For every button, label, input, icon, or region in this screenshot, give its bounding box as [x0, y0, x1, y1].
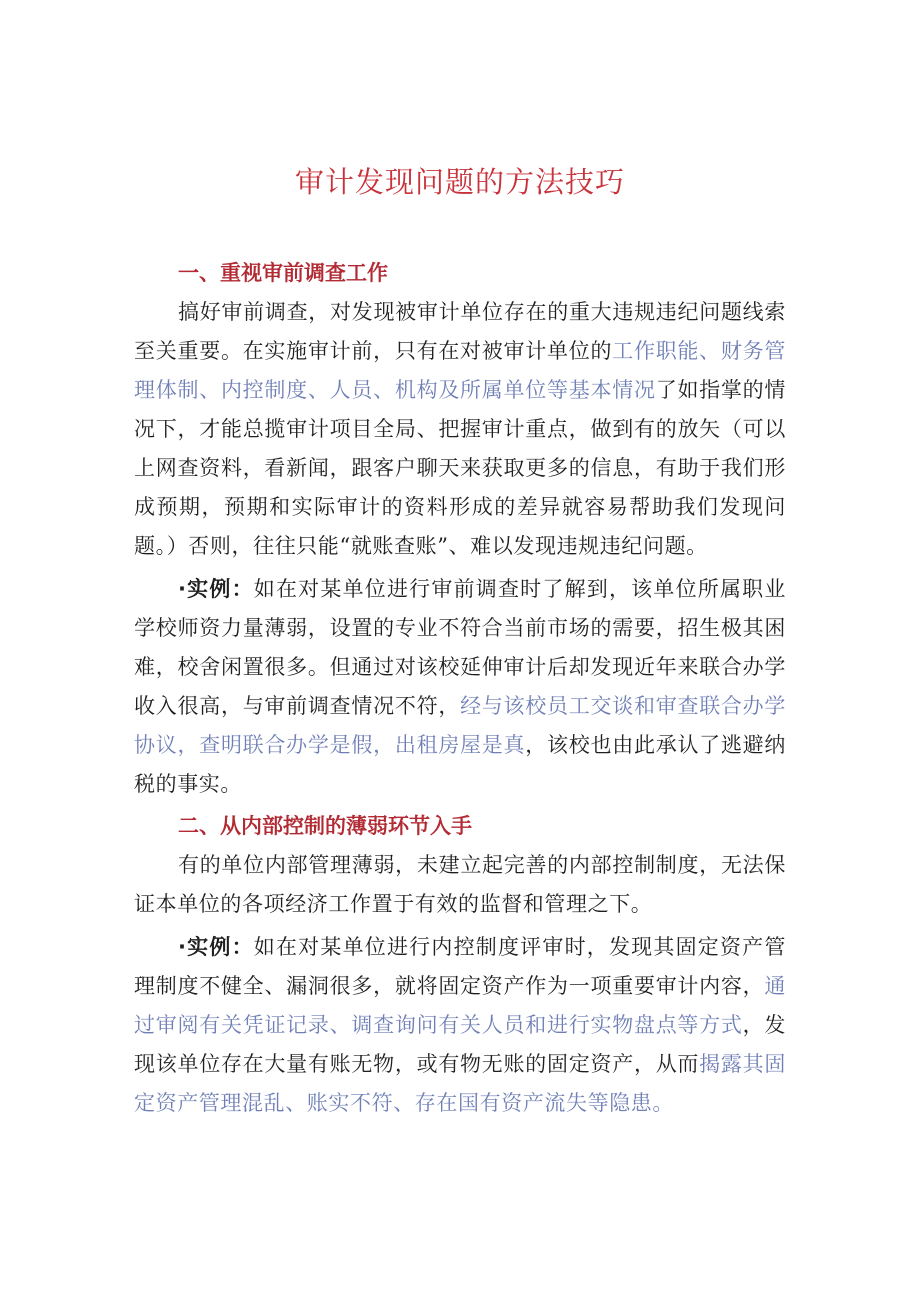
- section1-example-text-c: ，该校也由此承认了逃避纳税的事实。: [134, 733, 786, 796]
- example-label-1: ·实例：: [178, 577, 254, 601]
- section1-example-highlight: 经与该校员工交谈和审查联合办学协议，查明联合办学是假，出租房屋是真: [134, 694, 787, 757]
- section1-example-text-a: 如在对某单位进行审前调查时了解到，该单位所属职业学校师资力量薄弱，设置的专业不符合当前市场的需要，招生极其困难，校舍闲置很多。但通过对该校延伸审计后却发现近年来联合办学收入很高，与审前调查情况不符，: [134, 577, 786, 718]
- section1-example: [134, 570, 786, 804]
- section2-example-text-c: ，发现该单位存在大量有账无物，或有物无账的固定资产，从而: [134, 1013, 786, 1076]
- section2-paragraph: 有的单位内部管理薄弱，未建立起完善的内部控制制度，无法保证本单位的各项经济工作置于有效的监督和管理之下。: [134, 853, 786, 916]
- section2-example: [134, 928, 786, 1123]
- section-heading-2: 二、从内部控制的薄弱环节入手: [178, 814, 472, 838]
- section1-paragraph: [134, 293, 786, 566]
- section1-paragraph-text-c: 了如指掌的情况下，才能总揽审计项目全局、把握审计重点，做到有的放矢（可以上网查资料，看新闻，跟客户聊天来获取更多的信息，有助于我们形成预期，预期和实际审计的资料形成的差异就容易帮助我们发现问题。）否则，往往只能“就账查账”、难以发现违规违纪问题。: [134, 378, 786, 558]
- section2-example-text-a: 如在对某单位进行内控制度评审时，发现其固定资产管理制度不健全、漏洞很多，就将固定资产作为一项重要审计内容，: [134, 935, 786, 998]
- section2-example-highlight-1: 通过审阅有关凭证记录、调查询问有关人员和进行实物盘点等方式: [134, 974, 786, 1037]
- example-label-2: ·实例：: [178, 935, 254, 959]
- section2-example-highlight-2: 揭露其固定资产管理混乱、账实不符、存在国有资产流失等隐患。: [134, 1052, 786, 1115]
- page-title: 审计发现问题的方法技巧: [294, 165, 625, 199]
- section1-paragraph-text-a: 搞好审前调查，对发现被审计单位存在的重大违规违纪问题线索至关重要。在实施审计前，只有在对被审计单位的: [134, 300, 786, 363]
- section1-paragraph-highlight: 工作职能、财务管理体制、内控制度、人员、机构及所属单位等基本情况: [134, 339, 786, 402]
- section-heading-1: 一、重视审前调查工作: [178, 261, 388, 285]
- document-body: [134, 255, 786, 1123]
